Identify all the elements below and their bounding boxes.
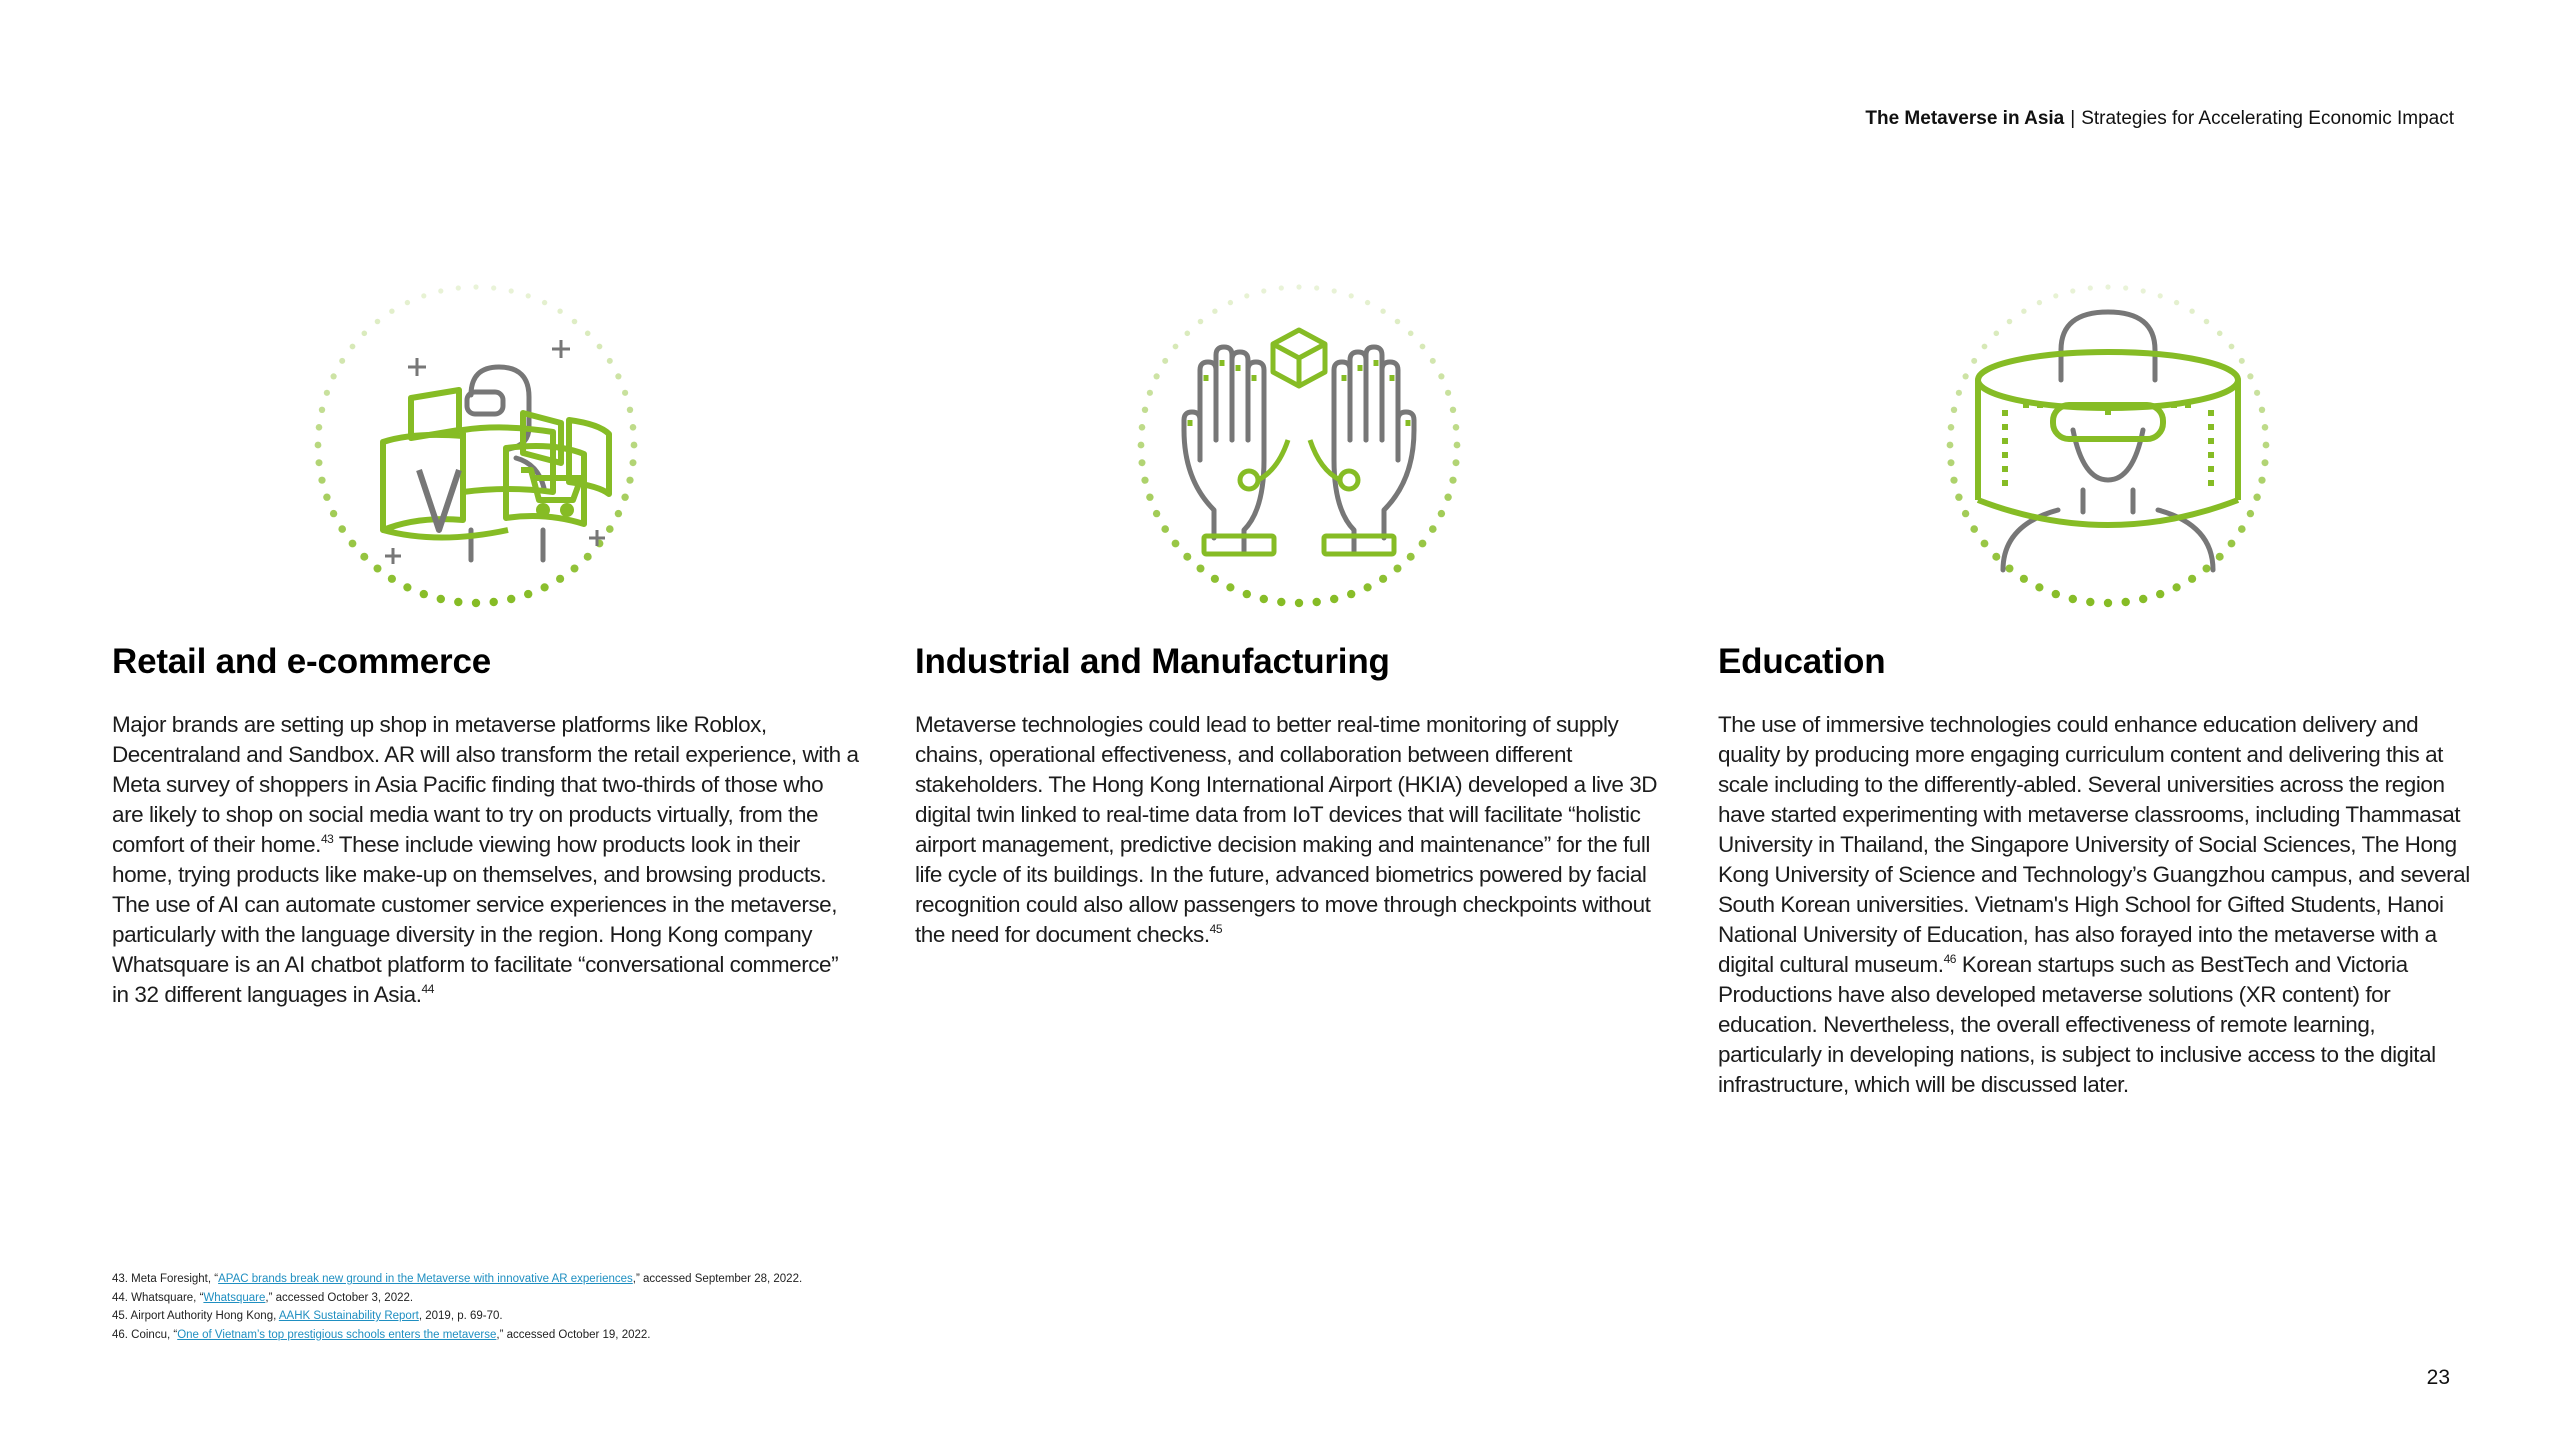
footnote-link[interactable]: APAC brands break new ground in the Metaverse with innovative AR experiences <box>218 1273 633 1285</box>
section-title: Retail and e-commerce <box>112 642 492 681</box>
running-header <box>1865 108 2454 130</box>
section-body: The use of immersive technologies could enhance education delivery and quality by producing more engaging curriculum content and delivering this at scale including to the differently-abled. Several universities across the region have started experimenting with metaverse classrooms, including Thammasat University in Thailand, the Singapore University of Social Sciences, The Hong Kong University of Science and Technology’s Guangzhou campus, and several South Korean universities. Vietnam's High School for Gifted Students, Hanoi National University of Education, has also forayed into the metaverse with a digital cultural museum.$^{46}$ Korean startups such as BestTech and Victoria Productions have also developed metaverse solutions (XR content) for education. Nevertheless, the overall effectiveness of remote learning, particularly in developing nations, is subject to inclusive access to the digital infrastructure, which will be discussed later. <box>1718 712 2470 1097</box>
footnote-link[interactable]: One of Vietnam’s top prestigious schools enters the metaverse <box>177 1328 497 1341</box>
footnote-ref: 46 <box>1943 952 1957 966</box>
footnotes <box>112 1270 802 1344</box>
section-industrial <box>915 642 1663 950</box>
header-separator: | <box>2070 108 2076 129</box>
footnote-link[interactable]: Whatsquare <box>203 1291 266 1304</box>
section-education <box>1718 642 2480 1100</box>
section-retail <box>112 642 860 1010</box>
section-title: Industrial and Manufacturing <box>915 642 1390 681</box>
footnote: 46. Coincu, “One of Vietnam’s top prestigious schools enters the metaverse,” accessed October 19, 2022. <box>112 1328 651 1341</box>
page-number: 23 <box>2426 1366 2450 1389</box>
footnote-link[interactable]: AAHK Sustainability Report <box>278 1310 419 1322</box>
footnote-ref: 45 <box>1209 922 1223 936</box>
header-subtitle: Strategies for Accelerating Economic Impact <box>2081 108 2454 129</box>
header-title: The Metaverse in Asia <box>1865 108 2065 129</box>
vr-headset-person-icon <box>1943 280 2273 610</box>
footnote: 45. Airport Authority Hong Kong, AAHK Sustainability Report, 2019, p. 69-70. <box>112 1310 503 1322</box>
footnote-ref: 44 <box>421 982 434 996</box>
footnote: 44. Whatsquare, “Whatsquare,” accessed October 3, 2022. <box>112 1291 414 1304</box>
footnote-ref: 43 <box>320 832 334 846</box>
vr-shopping-icon <box>311 280 641 610</box>
footnote: 43. Meta Foresight, “APAC brands break new ground in the Metaverse with innovative AR experiences,” accessed September 28, 2022. <box>112 1273 803 1285</box>
hands-cube-icon <box>1134 280 1464 610</box>
section-title: Education <box>1718 642 1886 681</box>
section-body: Metaverse technologies could lead to better real-time monitoring of supply chains, operational effectiveness, and collaboration between different stakeholders. The Hong Kong International Airport (HKIA) developed a live 3D digital twin linked to real-time data from IoT devices that will facilitate “holistic airport management, predictive decision making and maintenance” for the full life cycle of its buildings. In the future, advanced biometrics powered by facial recognition could also allow passengers to move through checkpoints without the need for document checks.$^{45}$ <box>915 712 1658 947</box>
section-body: Major brands are setting up shop in metaverse platforms like Roblox, Decentraland and Sandbox. AR will also transform the retail experience, with a Meta survey of shoppers in Asia Pacific finding that two-thirds of those who are likely to shop on social media want to try on products virtually, from the comfort of their home.$^{43}$ These include viewing how products look in their home, trying products like make-up on themselves, and browsing products. The use of AI can automate customer service experiences in the metaverse, particularly with the language diversity in the region. Hong Kong company Whatsquare is an AI chatbot platform to facilitate “conversational commerce” in 32 different languages in Asia.$^{44}$ <box>112 712 859 1007</box>
